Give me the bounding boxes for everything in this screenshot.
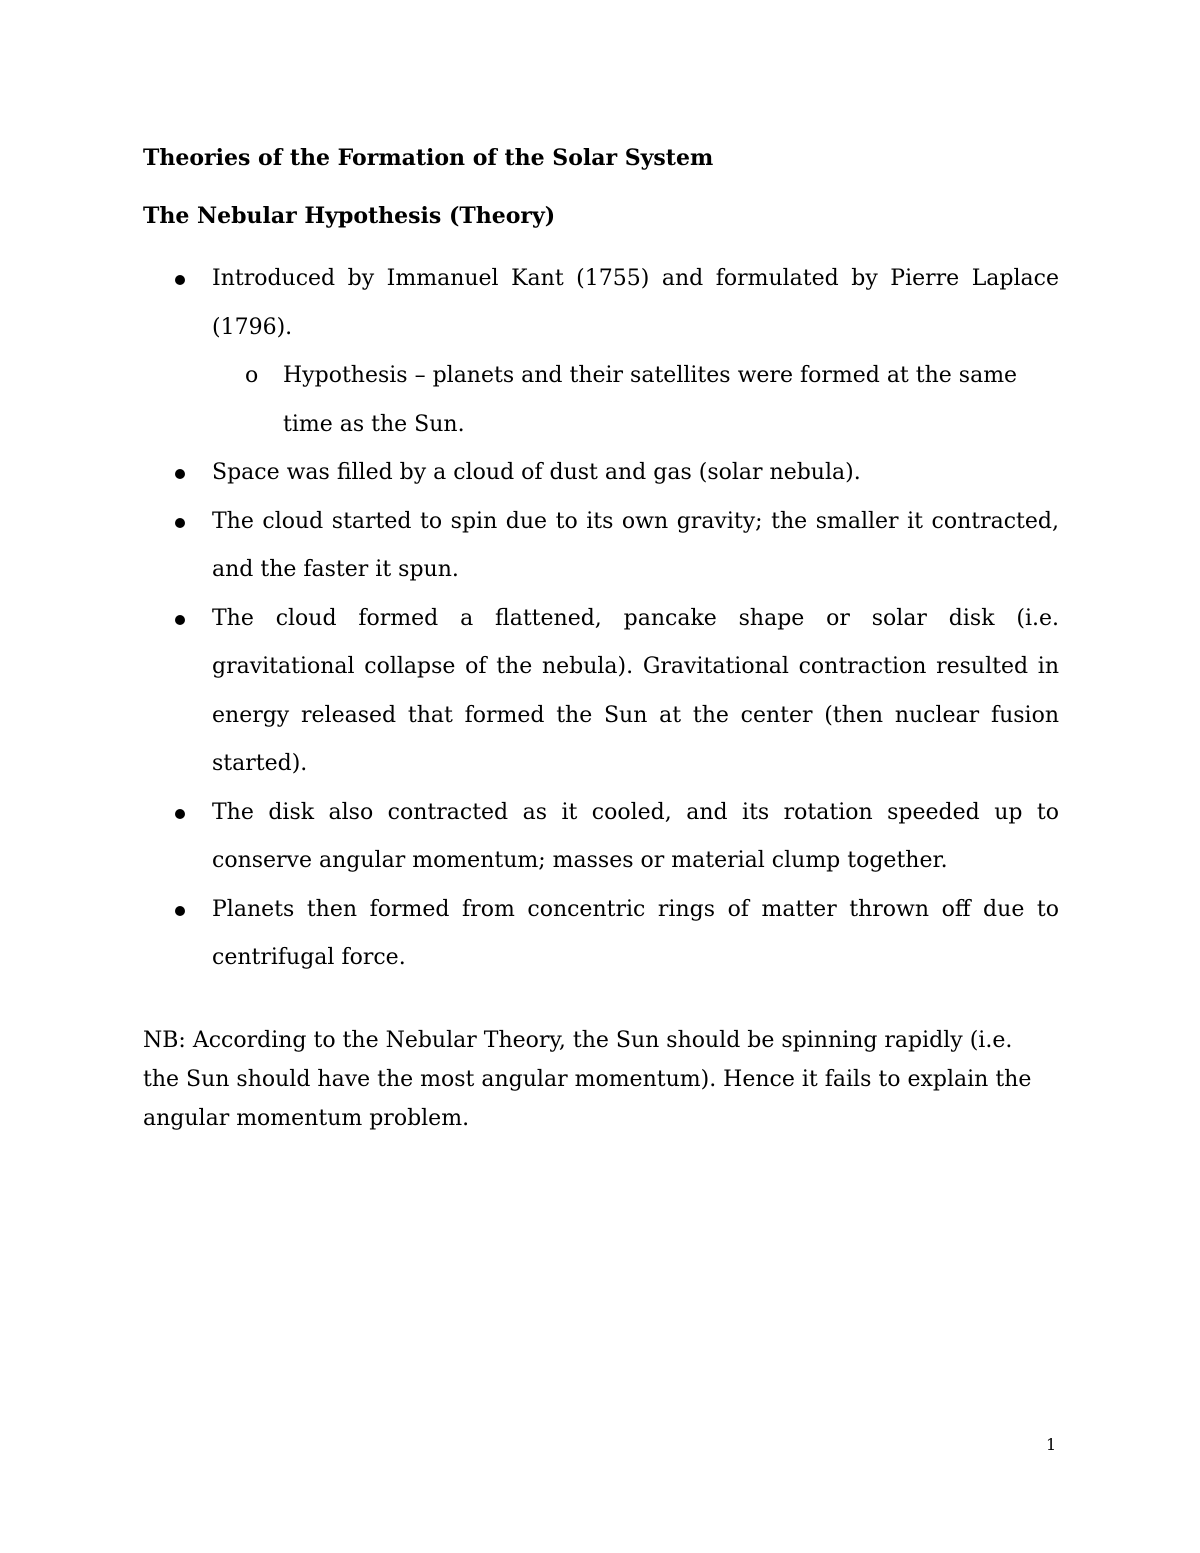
bullet-icon [175,469,185,479]
bullet-item [143,789,1059,886]
bullet-icon [175,275,185,285]
bullet-icon [175,615,185,625]
bullet-item [143,886,1059,983]
section-heading: The Nebular Hypothesis (Theory) [143,203,556,229]
document-title: Theories of the Formation of the Solar System [143,145,714,171]
bullet-text: The disk also contracted as it cooled, and its rotation speeded up to conserve angular momentum; masses or material clump together. [212,799,1059,873]
bullet-item [143,255,1059,449]
bullet-list [143,255,1059,983]
page-number: 1 [1046,1435,1057,1454]
sub-bullet-item [212,352,1059,449]
sub-bullet-list [212,352,1059,449]
bullet-icon [175,518,185,528]
bullet-text: Space was filled by a cloud of dust and gas (solar nebula). [212,460,861,485]
bullet-icon [175,809,185,819]
hollow-bullet-icon: o [245,363,259,388]
bullet-text: The cloud started to spin due to its own gravity; the smaller it contracted, and the faster it spun. [212,508,1059,582]
bullet-text: Planets then formed from concentric rings of matter thrown off due to centrifugal force. [212,896,1059,970]
sub-bullet-text: Hypothesis – planets and their satellites were formed at the same time as the Sun. [283,363,1018,437]
bullet-item [143,449,1059,498]
bullet-text: The cloud formed a flattened, pancake shape or solar disk (i.e. gravitational collapse of the nebula). Gravitational contraction resulted in energy released that formed the Sun at the center (then nuclear fusion started). [212,605,1059,776]
note-paragraph: NB: According to the Nebular Theory, the Sun should be spinning rapidly (i.e. the Sun should have the most angular momentum). Hence it fails to explain the angular momentum problem. [143,1027,1032,1131]
bullet-item [143,595,1059,789]
bullet-icon [175,906,185,916]
document-body [143,141,1059,1138]
bullet-text: Introduced by Immanuel Kant (1755) and formulated by Pierre Laplace (1796). [212,266,1059,340]
bullet-item [143,498,1059,595]
